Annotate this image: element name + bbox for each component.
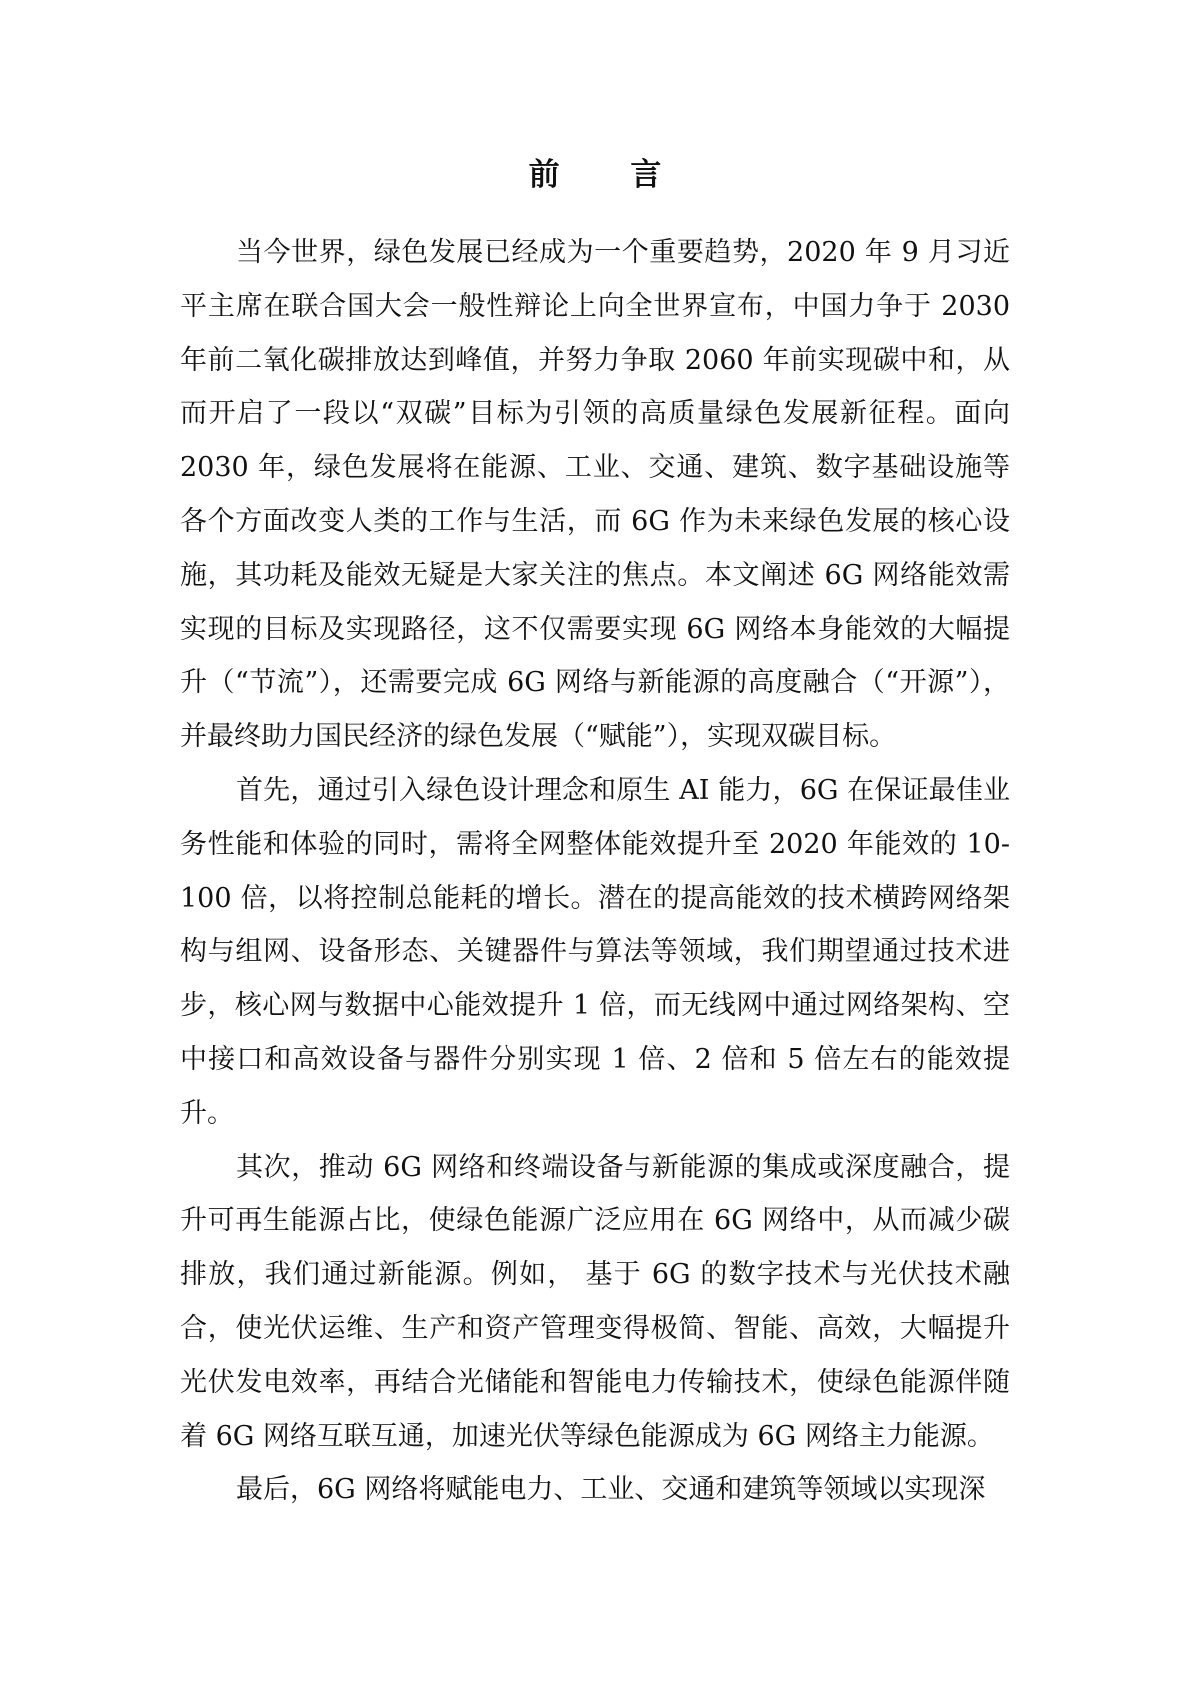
paragraph-intro: 当今世界，绿色发展已经成为一个重要趋势，2020 年 9 月习近平主席在联合国大会一般性辩论上向全世界宣布，中国力争于 2030 年前二氧化碳排放达到峰值，并努力争取 2060 年前实现碳中和，从而开启了一段以“双碳”目标为引领的高质量绿色发展新征程。面向 2030 年，绿色发展将在能源、工业、交通、建筑、数字基础设施等各个方面改变人类的工作与生活，而 6G 作为未来绿色发展的核心设施，其功耗及能效无疑是大家关注的焦点。本文阐述 6G 网络能效需实现的目标及实现路径，这不仅需要实现 6G 网络本身能效的大幅提升（“节流”），还需要完成 6G 网络与新能源的高度融合（“开源”），并最终助力国民经济的绿色发展（“赋能”），实现双碳目标。: [180, 237, 1010, 753]
paragraph-last: 最后，6G 网络将赋能电力、工业、交通和建筑等领域以实现深: [236, 1474, 986, 1506]
paragraph-first: 首先，通过引入绿色设计理念和原生 AI 能力，6G 在保证最佳业务性能和体验的同时，需将全网整体能效提升至 2020 年能效的 10-100 倍，以将控制总能耗的增长。潜在的提高能效的技术横跨网络架构与组网、设备形态、关键器件与算法等领域，我们期望通过技术进步，核心网与数据中心能效提升 1 倍，而无线网中通过网络架构、空中接口和高效设备与器件分别实现 1 倍、2 倍和 5 倍左右的能效提升。: [180, 774, 1010, 1129]
document-page: [180, 140, 1010, 1517]
paragraph-second: 其次，推动 6G 网络和终端设备与新能源的集成或深度融合，提升可再生能源占比，使绿色能源广泛应用在 6G 网络中，从而减少碳排放，我们通过新能源。例如， 基于 6G 的数字技术与光伏技术融合，使光伏运维、生产和资产管理变得极简、智能、高效，大幅提升光伏发电效率，再结合光储能和智能电力传输技术，使绿色能源伴随着 6G 网络互联互通，加速光伏等绿色能源成为 6G 网络主力能源。: [180, 1151, 1010, 1452]
page-title: 前 言: [528, 157, 692, 193]
